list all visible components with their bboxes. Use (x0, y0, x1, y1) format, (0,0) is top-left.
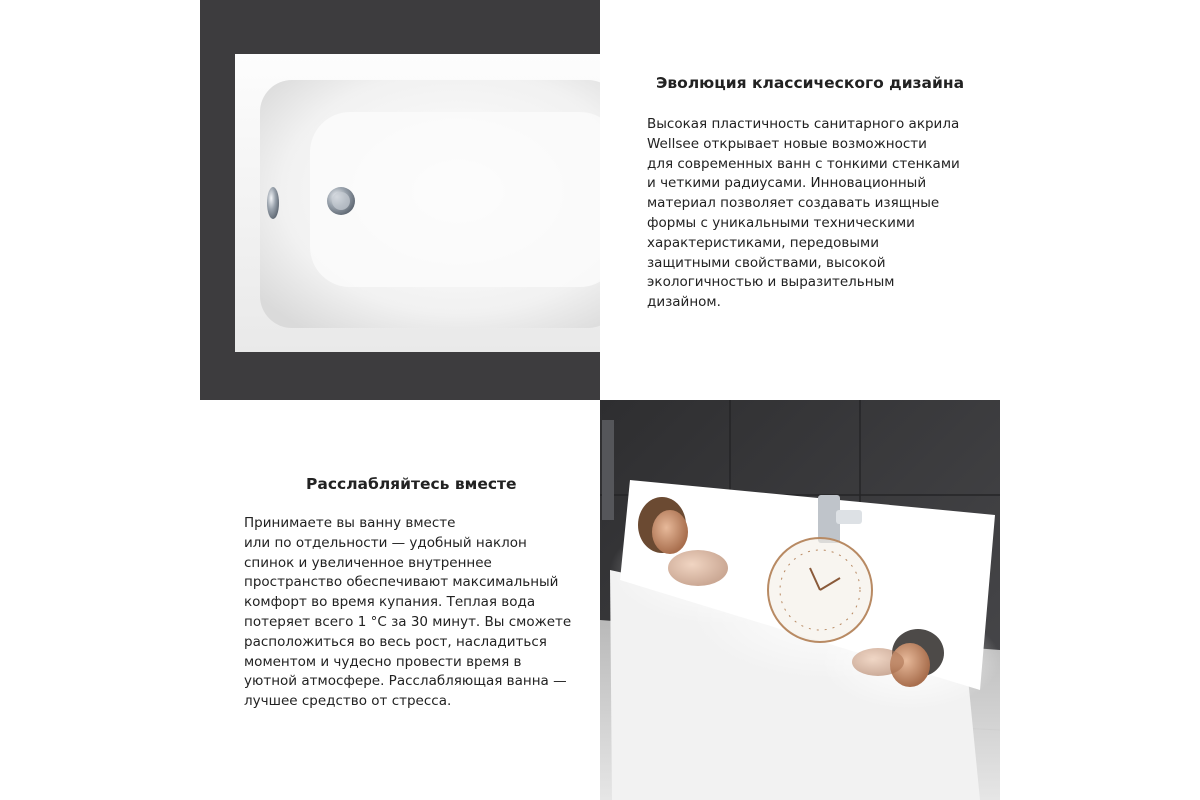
design-section (600, 0, 1000, 400)
relax-section-title: Расслабляйтесь вместе (306, 475, 517, 493)
faucet-handle-icon (836, 510, 862, 524)
person-woman (652, 510, 688, 554)
relax-section (200, 400, 600, 800)
couple-bath-image (600, 400, 1000, 800)
couple-bath-illustration (600, 400, 1000, 800)
person-shoulder (668, 550, 728, 586)
relax-section-body: Принимаете вы ванну вместе или по отдельности — удобный наклон спинок и увеличенное внутреннее пространство обеспечивают максимальный комфорт во время купания. Теплая вода потеряет всего 1 °C за 30 минут. Вы сможете расположиться во весь рост, насладиться моментом и чудесно провести время в уютной атмосфере. Расслабляющая ванна — лучшее средство от стресса. (244, 515, 572, 710)
design-section-title: Эволюция классического дизайна (656, 74, 965, 92)
overflow-icon (267, 187, 279, 219)
content-grid (200, 0, 1000, 800)
bathtub-illustration (200, 0, 600, 400)
drain-cap-icon (332, 192, 350, 210)
design-section-body: Высокая пластичность санитарного акрила Wellsee открывает новые возможности для современных ванн с тонкими стенками и четкими радиусами. Инновационный материал позволяет создавать изящные формы с уникальными техническими характеристиками, передовыми защитными свойствами, высокой экологичностью и выразительным дизайном. (647, 116, 960, 311)
person-shoulder (852, 648, 904, 676)
bathtub-product-image (200, 0, 600, 400)
towel-rail (602, 420, 614, 520)
